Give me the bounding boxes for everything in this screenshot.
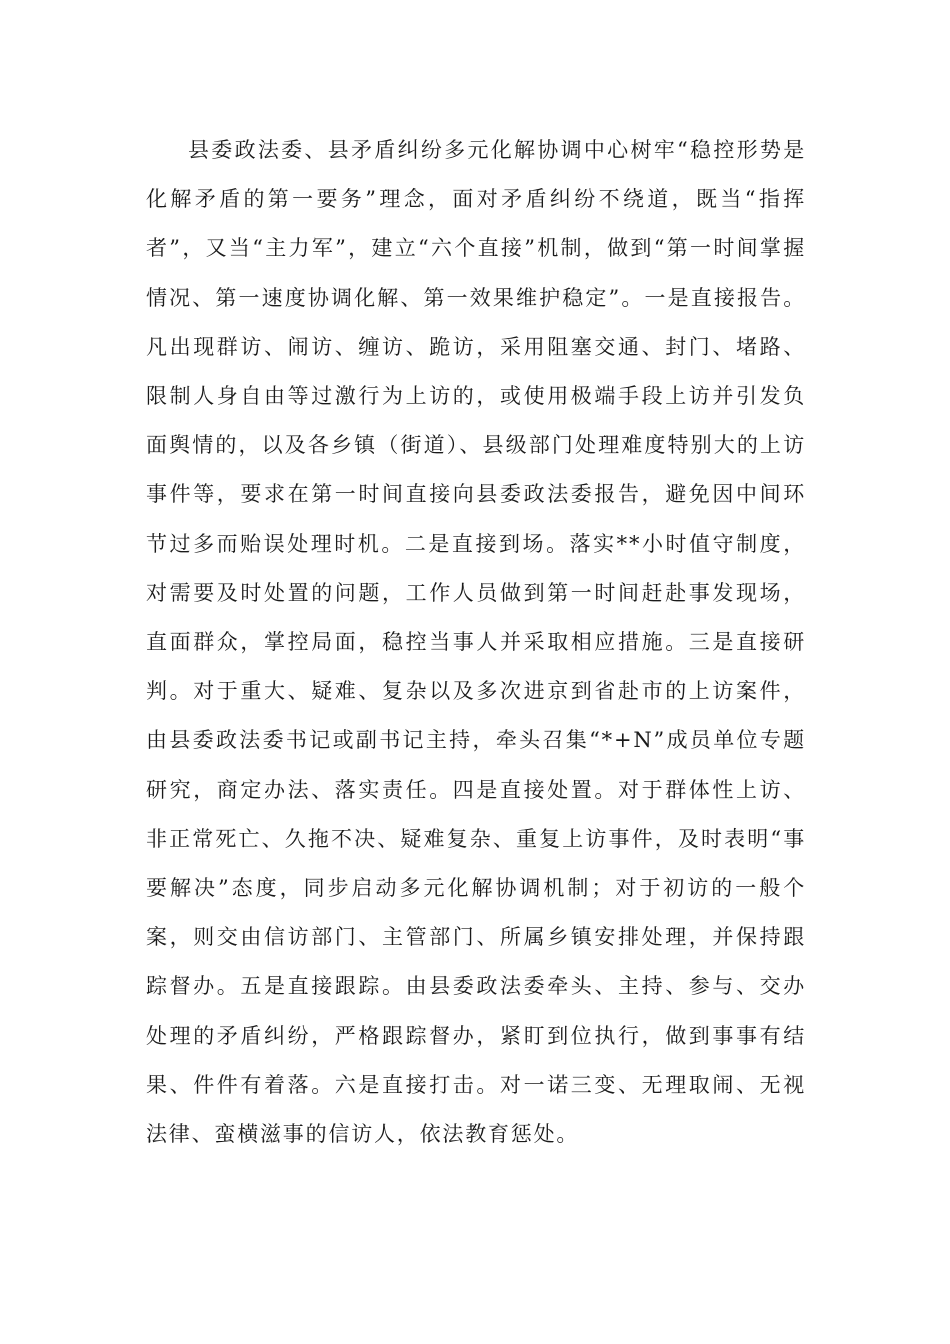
body-paragraph: 县委政法委、县矛盾纠纷多元化解协调中心树牢“稳控形势是化解矛盾的第一要务”理念，面对矛盾纠纷不绕道，既当“指挥者”，又当“主力军”，建立“六个直接”机制，做到“第一时间掌握情况、第一速度协调化解、第一效果维护稳定”。一是直接报告。凡出现群访、闹访、缠访、跪访，采用阻塞交通、封门、堵路、限制人身自由等过激行为上访的，或使用极端手段上访并引发负面舆情的，以及各乡镇（街道）、县级部门处理难度特别大的上访事件等，要求在第一时间直接向县委政法委报告，避免因中间环节过多而贻误处理时机。二是直接到场。落实**小时值守制度，对需要及时处置的问题，工作人员做到第一时间赶赴事发现场，直面群众，掌控局面，稳控当事人并采取相应措施。三是直接研判。对于重大、疑难、复杂以及多次进京到省赴市的上访案件，由县委政法委书记或副书记主持，牵头召集“*+N”成员单位专题研究，商定办法、落实责任。四是直接处置。对于群体性上访、非正常死亡、久拖不决、疑难复杂、重复上访事件，及时表明“事要解决”态度，同步启动多元化解协调机制；对于初访的一般个案，则交由信访部门、主管部门、所属乡镇安排处理，并保持跟踪督办。五是直接跟踪。由县委政法委牵头、主持、参与、交办处理的矛盾纠纷，严格跟踪督办，紧盯到位执行，做到事事有结果、件件有着落。六是直接打击。对一诺三变、无理取闹、无视法律、蛮横滋事的信访人，依法教育惩处。 bbox=[146, 138, 806, 1147]
